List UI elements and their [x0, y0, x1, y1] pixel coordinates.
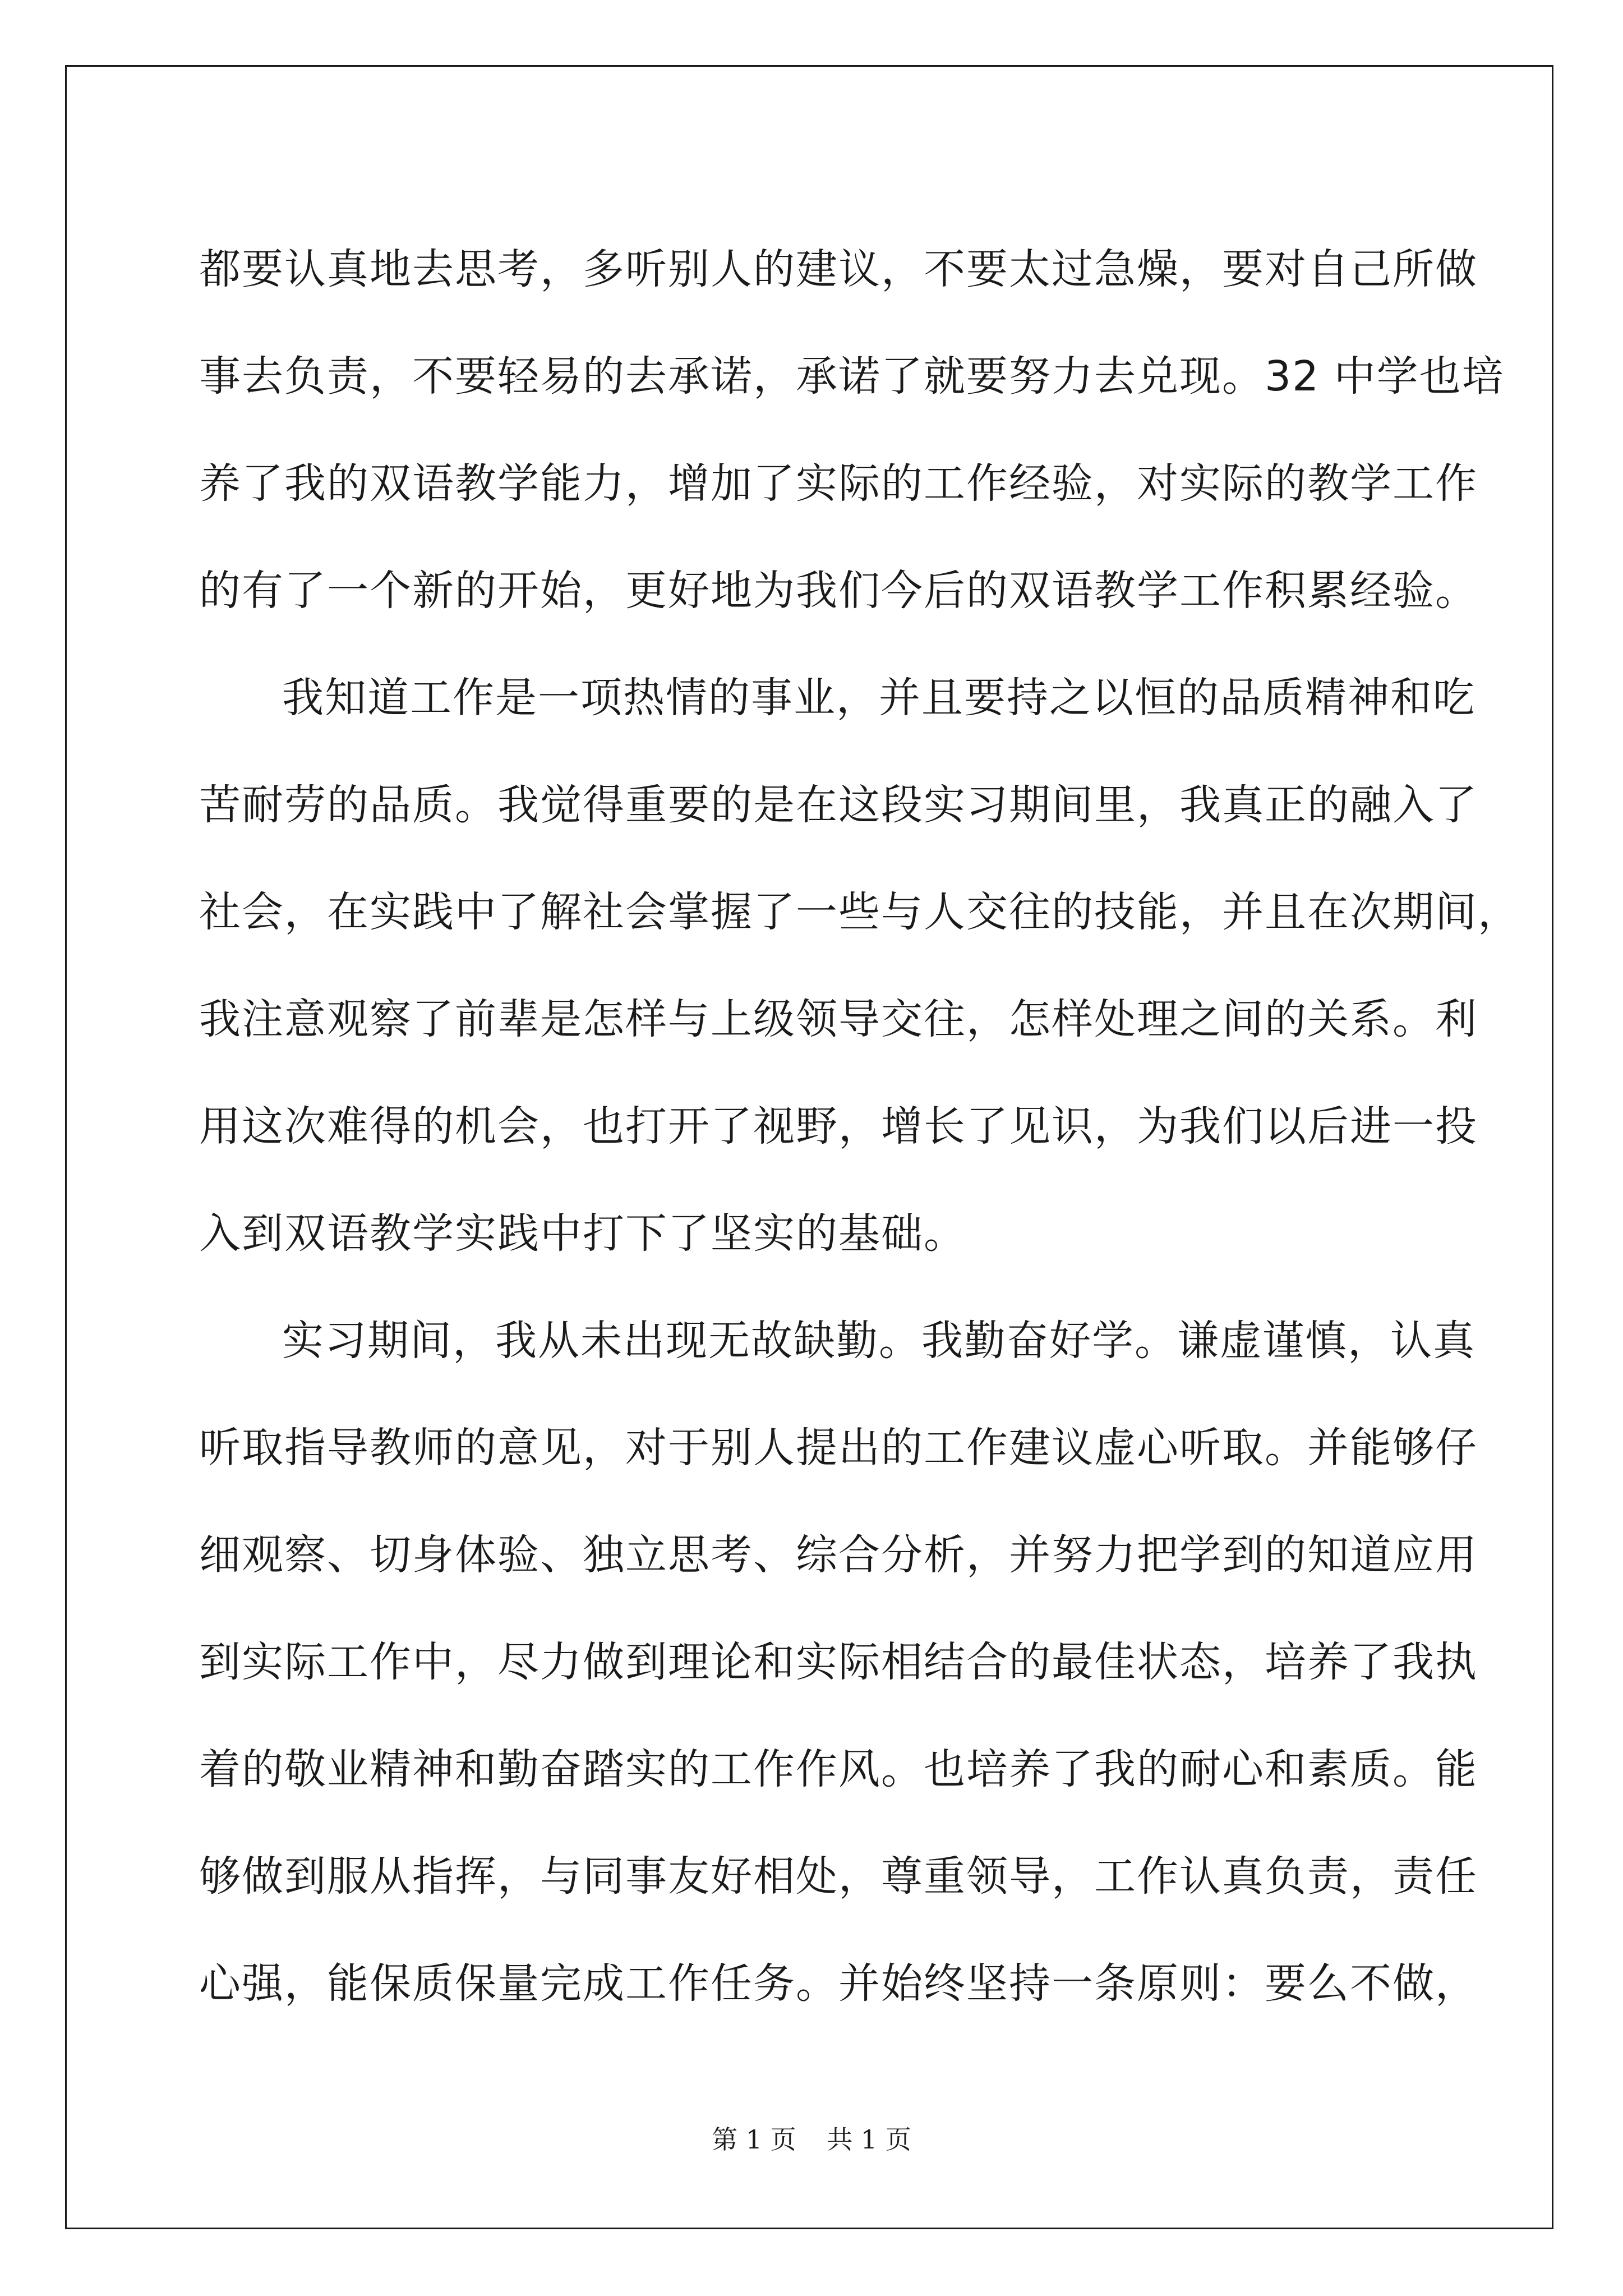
text-line: 社会，在实践中了解社会掌握了一些与人交往的技能，并且在次期间，: [199, 888, 1520, 936]
text-line: 养了我的双语教学能力，增加了实际的工作经验，对实际的教学工作: [199, 459, 1478, 508]
text-line: 到实际工作中，尽力做到理论和实际相结合的最佳状态，培养了我执: [199, 1638, 1478, 1686]
text-line: 事去负责，不要轻易的去承诺，承诺了就要努力去兑现。32 中学也培: [199, 352, 1505, 401]
page-number: 第 1 页: [712, 2124, 796, 2155]
page-total: 共 1 页: [827, 2124, 911, 2155]
text-line: 苦耐劳的品质。我觉得重要的是在这段实习期间里，我真正的融入了: [199, 781, 1478, 829]
document-body: [199, 216, 1520, 2037]
text-line: 实习期间，我从未出现无故缺勤。我勤奋好学。谦虚谨慎，认真: [282, 1317, 1476, 1365]
paragraph-2: [199, 645, 1520, 1287]
text-line: 入到双语教学实践中打下了坚实的基础。: [199, 1209, 966, 1258]
paragraph-1: [199, 216, 1505, 645]
text-line: 细观察、切身体验、独立思考、综合分析，并努力把学到的知道应用: [199, 1531, 1478, 1579]
text-line: 我注意观察了前辈是怎样与上级领导交往，怎样处理之间的关系。利: [199, 995, 1478, 1043]
text-line: 用这次难得的机会，也打开了视野，增长了见识，为我们以后进一投: [199, 1102, 1478, 1151]
paragraph-3: [199, 1287, 1478, 2037]
text-line: 听取指导教师的意见，对于别人提出的工作建议虚心听取。并能够仔: [199, 1424, 1478, 1472]
text-line: 我知道工作是一项热情的事业，并且要持之以恒的品质精神和吃: [282, 674, 1476, 722]
text-line: 着的敬业精神和勤奋踏实的工作作风。也培养了我的耐心和素质。能: [199, 1745, 1478, 1793]
text-line: 心强，能保质保量完成工作任务。并始终坚持一条原则：要么不做，: [199, 1959, 1478, 2008]
text-line: 够做到服从指挥，与同事友好相处，尊重领导，工作认真负责，责任: [199, 1852, 1478, 1901]
text-line: 的有了一个新的开始，更好地为我们今后的双语教学工作积累经验。: [199, 567, 1478, 615]
page-footer: [0, 2119, 1623, 2156]
text-line: 都要认真地去思考，多听别人的建议，不要太过急燥，要对自己所做: [199, 245, 1478, 293]
